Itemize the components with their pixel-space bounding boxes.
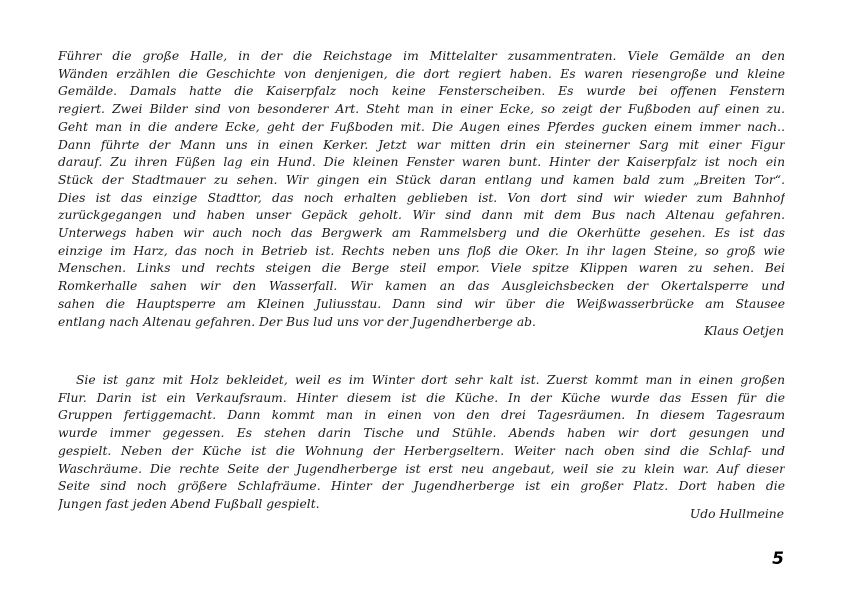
- text-line: sahen die Hauptsperre am Kleinen Juliusstau. Dann sind wir über die Weißwasserbrücke am Stausee: [58, 296, 785, 311]
- text-line: Jungen fast jeden Abend Fußball gespielt.: [58, 496, 320, 511]
- text-line: Führer die große Halle, in der die Reichstage im Mittelalter zusammentraten. Viele Gemälde an den: [58, 49, 785, 63]
- author-signature: Klaus Oetjen: [704, 324, 784, 338]
- text-line: Seite sind noch größere Schlafräume. Hinter der Jugendherberge ist ein großer Platz. Dort haben die: [58, 479, 785, 494]
- text-line: zurückgegangen und haben unser Gepäck geholt. Wir sind dann mit dem Bus nach Altenau gefahren.: [58, 208, 785, 223]
- text-line: Sie ist ganz mit Holz bekleidet, weil es im Winter dort sehr kalt ist. Zuerst kommt man in einen großen: [76, 373, 785, 387]
- text-line: Waschräume. Die rechte Seite der Jugendherberge ist erst neu angebaut, weil sie zu klein war. Auf dieser: [58, 461, 785, 476]
- text-line: gespielt. Neben der Küche ist die Wohnung der Herbergseltern. Weiter nach oben sind die Schlaf- und: [58, 443, 785, 458]
- text-line: entlang nach Altenau gefahren. Der Bus lud uns vor der Jugendherberge ab.: [58, 314, 536, 329]
- text-line: Gemälde. Damals hatte die Kaiserpfalz noch keine Fensterscheiben. Es wurde bei offenen Fenstern: [58, 84, 785, 99]
- text-line: Gruppen fertiggemacht. Dann kommt man in einen von den drei Tagesräumen. In diesem Tagesraum: [58, 408, 785, 423]
- text-line: Wänden erzählen die Geschichte von denjenigen, die dort regiert haben. Es waren riesengroße und kleine: [58, 66, 785, 81]
- text-line: Geht man in die andere Ecke, geht der Fußboden mit. Die Augen eines Pferdes gucken einem immer nach..: [58, 119, 785, 134]
- text-line: wurde immer gegessen. Es stehen darin Tische und Stühle. Abends haben wir dort gesungen und: [58, 426, 785, 441]
- text-line: Unterwegs haben wir auch noch das Bergwerk am Rammelsberg und die Okerhütte gesehen. Es ist das: [58, 226, 785, 241]
- text-line: Dies ist das einzige Stadttor, das noch erhalten geblieben ist. Von dort sind wir wieder zum Bahnhof: [58, 190, 785, 205]
- text-line: Menschen. Links und rechts steigen die Berge steil empor. Viele spitze Klippen waren zu sehen. Bei: [58, 261, 785, 276]
- text-line: Dann führte der Mann uns in einen Kerker. Jetzt war mitten drin ein steinerner Sarg mit einer Figur: [58, 137, 785, 152]
- paragraph-jugendherberge: [58, 372, 785, 514]
- paragraph-kaiserpfalz-trip: [58, 48, 785, 331]
- text-line: regiert. Zwei Bilder sind von besonderer Art. Steht man in einer Ecke, so zeigt der Fußboden auf einen zu.: [58, 102, 785, 117]
- text-line: darauf. Zu ihren Füßen lag ein Hund. Die kleinen Fenster waren bunt. Hinter der Kaiserpfalz ist noch ein: [58, 155, 785, 170]
- page-number: 5: [772, 549, 784, 569]
- text-line: Stück der Stadtmauer zu sehen. Wir gingen ein Stück daran entlang und kamen bald zum „Breiten Tor“.: [58, 172, 785, 187]
- text-line: Romkerhalle sahen wir den Wasserfall. Wir kamen an das Ausgleichsbecken der Okertalsperre und: [58, 279, 785, 294]
- text-line: einzige im Harz, das noch in Betrieb ist. Rechts neben uns floß die Oker. In ihr lagen Steine, so groß wie: [58, 243, 785, 258]
- text-line: Flur. Darin ist ein Verkaufsraum. Hinter diesem ist die Küche. In der Küche wurde das Essen für die: [58, 390, 785, 405]
- author-signature: Udo Hullmeine: [689, 507, 784, 521]
